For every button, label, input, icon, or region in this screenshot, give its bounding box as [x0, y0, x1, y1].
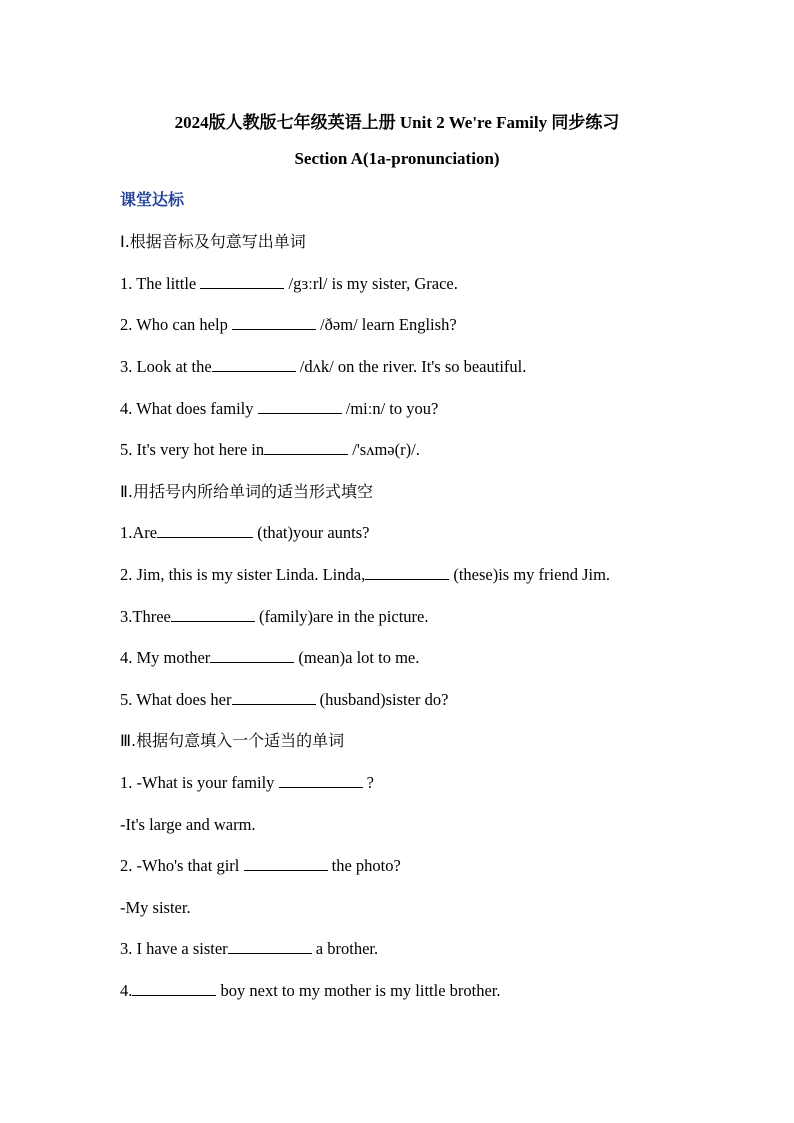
- answer-blank[interactable]: [258, 399, 342, 414]
- answer-blank[interactable]: [228, 939, 312, 954]
- answer-blank[interactable]: [200, 274, 284, 289]
- part1-heading: I.根据音标及句意写出单词: [120, 232, 306, 251]
- answer-line: -It's large and warm.: [120, 815, 256, 834]
- list-item: 4. boy next to my mother is my little brother.: [120, 981, 501, 1000]
- page-subtitle: Section A(1a-pronunciation): [294, 149, 500, 168]
- list-item: 1. The little /gɜːrl/ is my sister, Grace.: [120, 274, 458, 293]
- answer-blank[interactable]: [157, 523, 253, 538]
- answer-blank[interactable]: [210, 648, 294, 663]
- answer-line: -My sister.: [120, 898, 191, 917]
- answer-blank[interactable]: [212, 357, 296, 372]
- section-label: 课堂达标: [120, 190, 185, 209]
- list-item: 1. -What is your family ?: [120, 773, 374, 792]
- list-item: 4. My mother (mean)a lot to me.: [120, 648, 420, 667]
- part3-heading: Ⅲ.根据句意填入一个适当的单词: [120, 731, 345, 750]
- list-item: 2. Jim, this is my sister Linda. Linda, (these)is my friend Jim.: [120, 565, 611, 584]
- answer-blank[interactable]: [244, 856, 328, 871]
- list-item: 2. Who can help /ðəm/ learn English?: [120, 315, 457, 334]
- list-item: 2. -Who's that girl the photo?: [120, 856, 401, 875]
- answer-blank[interactable]: [365, 565, 449, 580]
- page-title: 2024版人教版七年级英语上册 Unit 2 We're Family 同步练习: [174, 113, 620, 132]
- list-item: 5. It's very hot here in /'sʌmə(r)/.: [120, 440, 420, 459]
- list-item: 1.Are (that)your aunts?: [120, 523, 370, 542]
- answer-blank[interactable]: [132, 981, 216, 996]
- list-item: 3. Look at the /dʌk/ on the river. It's so beautiful.: [120, 357, 527, 376]
- list-item: 3. I have a sister a brother.: [120, 939, 379, 958]
- answer-blank[interactable]: [279, 773, 363, 788]
- answer-blank[interactable]: [232, 690, 316, 705]
- list-item: 4. What does family /miːn/ to you?: [120, 399, 439, 418]
- part2-heading: Ⅱ.用括号内所给单词的适当形式填空: [120, 482, 373, 501]
- answer-blank[interactable]: [171, 607, 255, 622]
- list-item: 5. What does her (husband)sister do?: [120, 690, 449, 709]
- answer-blank[interactable]: [232, 315, 316, 330]
- list-item: 3.Three (family)are in the picture.: [120, 607, 429, 626]
- answer-blank[interactable]: [264, 440, 348, 455]
